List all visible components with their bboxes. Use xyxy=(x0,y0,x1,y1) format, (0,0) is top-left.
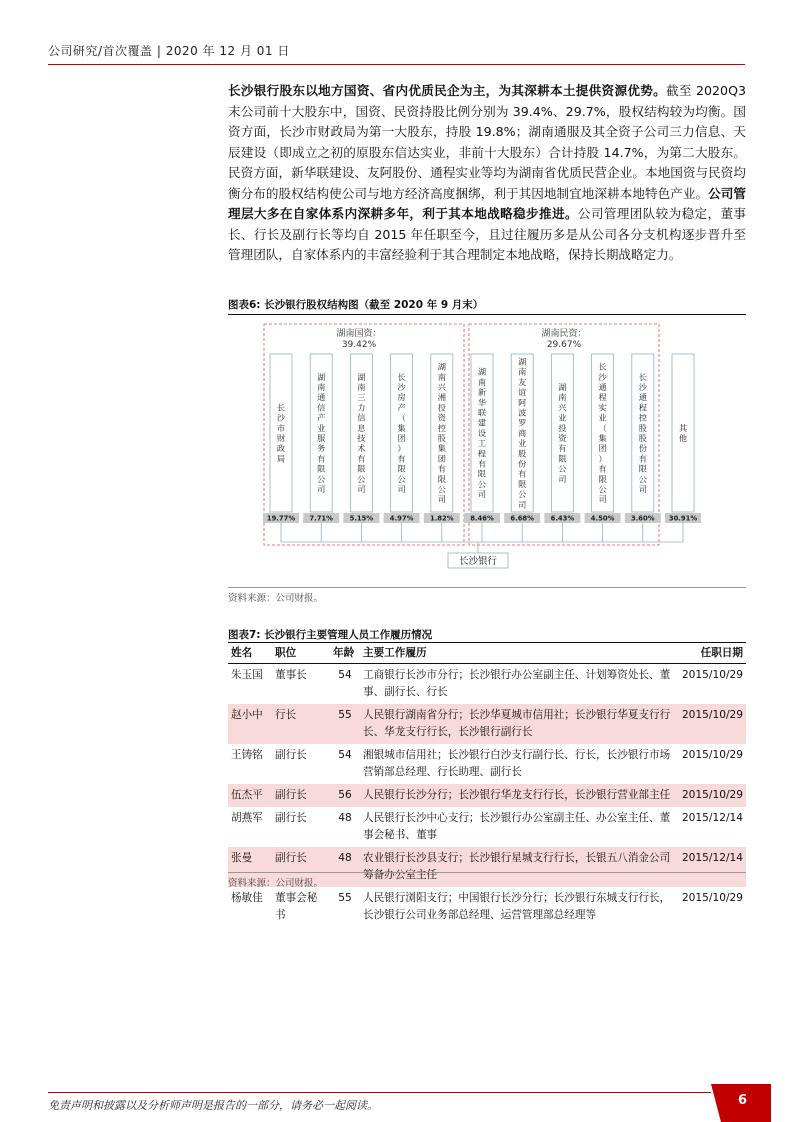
cell-age: 55 xyxy=(338,892,352,904)
shareholder-pct: 4.50% xyxy=(590,514,615,523)
table-row xyxy=(228,887,746,927)
intro-bold-1: 长沙银行股东以地方国资、省内优质民企为主，为其深耕本土提供资源优势。 xyxy=(228,83,666,98)
cell-name: 伍杰平 xyxy=(228,784,272,807)
shareholder-pct: 5.15% xyxy=(349,514,374,523)
shareholder-2 xyxy=(303,354,339,523)
cell-name: 朱玉国 xyxy=(231,669,263,681)
cell-age: 48 xyxy=(330,847,360,887)
cell-position: 行长 xyxy=(272,704,330,744)
cell-position: 副行长 xyxy=(272,784,330,807)
shareholder-name: 湖南通信产业服务有限公司 xyxy=(317,371,326,494)
shareholder-pct: 1.82% xyxy=(430,514,454,523)
cell-age: 54 xyxy=(338,749,352,761)
state-group-value: 39.42% xyxy=(341,340,377,350)
figure7-source-rule xyxy=(228,872,746,873)
cell-history: 人民银行湖南省分行；长沙华夏城市信用社；长沙银行华夏支行行长、华龙支行行长，长沙银行副行长 xyxy=(360,704,678,744)
table-header-row xyxy=(228,642,746,664)
shareholder-pct: 3.60% xyxy=(631,514,655,523)
cell-name: 杨敏佳 xyxy=(231,892,263,904)
shareholder-name: 长沙通程实业（集团）有限公司 xyxy=(598,361,607,505)
shareholder-3 xyxy=(343,354,379,523)
shareholder-1 xyxy=(263,354,299,523)
cell-date: 2015/10/29 xyxy=(681,749,743,761)
table-row xyxy=(228,704,746,744)
shareholder-name: 湖南三力信息技术有限公司 xyxy=(357,371,366,494)
intro-text-2: 公司管理团队较为稳定，董事长、行长及副行长等均自 2015 年任职至今，且过往履历多是从公司各分支机构逐步晋升至管理团队，自家体系内的丰富经验利于其合理制定本地战略，保持长期战略定力。 xyxy=(228,206,747,262)
cell-history: 农业银行长沙县支行；长沙银行星城支行行长，长银五八消金公司筹备办公室主任 xyxy=(360,847,678,887)
table-row xyxy=(228,664,746,705)
header-date: 任职日期 xyxy=(678,642,746,664)
cell-date: 2015/10/29 xyxy=(678,704,746,744)
shareholder-name: 湖南新华联建设工程有限公司 xyxy=(477,366,487,500)
footer-disclaimer: 免责声明和披露以及分析师声明是报告的一部分，请务必一起阅读。 xyxy=(48,1099,378,1112)
cell-position: 副行长 xyxy=(275,812,307,824)
cell-date: 2015/12/14 xyxy=(681,812,743,824)
figure6-rule xyxy=(228,314,746,315)
figure7-source: 资料来源：公司财报。 xyxy=(228,878,324,889)
private-group-label: 湖南民资： xyxy=(541,329,587,339)
page-number: 6 xyxy=(738,1093,748,1108)
header-name: 姓名 xyxy=(228,642,272,664)
cell-history: 湘银城市信用社；长沙银行白沙支行副行长、行长，长沙银行市场营销部总经理、行长助理、副行长 xyxy=(363,749,671,778)
shareholder-7 xyxy=(504,354,540,523)
shareholder-10 xyxy=(625,354,661,523)
cell-position: 董事长 xyxy=(275,669,307,681)
cell-position: 董事会秘书 xyxy=(275,892,318,921)
intro-bold-2: 公司管理层大多在自家体系内深耕多年，利于其本地战略稳步推进。 xyxy=(228,185,747,221)
cell-age: 54 xyxy=(338,669,352,681)
cell-date: 2015/12/14 xyxy=(678,847,746,887)
intro-text-1: 截至 2020Q3 末公司前十大股东中，国资、民资持股比例分别为 39.4%、29.7%，股权结构较为均衡。国资方面，长沙市财政局为第一大股东，持股 19.8%；湖南通服及其全资子公司三力信息、天辰建设（即成立之初的原股东信达实业，非前十大股东）合计持股 14.7%，为第二大股东。民资方面，新华联建设、友阿股份、通程实业等均为湖南省优质民营企业。本地国资与民资均衡分布的股权结构使公司与地方经济高度捆绑，利于其因地制宜地深耕本地特色产业。 xyxy=(228,83,746,201)
cell-age: 55 xyxy=(330,704,360,744)
cell-position: 副行长 xyxy=(272,847,330,887)
cell-name: 王铸铭 xyxy=(231,749,263,761)
cell-date: 2015/10/29 xyxy=(681,892,743,904)
cell-name: 胡燕军 xyxy=(231,812,263,824)
header-divider xyxy=(48,64,745,65)
figure6-title: 图表6: 长沙银行股权结构图（截至 2020 年 9 月末） xyxy=(228,299,484,311)
table-row xyxy=(228,744,746,784)
cell-name: 张曼 xyxy=(228,847,272,887)
header-age: 年龄 xyxy=(330,642,360,664)
shareholder-name: 长沙市财政局 xyxy=(276,402,286,464)
shareholder-pct: 6.43% xyxy=(550,514,575,523)
shareholder-pct: 19.77% xyxy=(266,514,296,523)
shareholder-name: 长沙房产（集团）有限公司 xyxy=(397,371,406,494)
private-group-value: 29.67% xyxy=(546,340,582,350)
cell-date: 2015/10/29 xyxy=(678,784,746,807)
footer-divider xyxy=(48,1092,711,1093)
shareholder-pct: 30.91% xyxy=(668,514,698,523)
figure6-source-rule xyxy=(228,587,746,588)
cell-age: 48 xyxy=(338,812,352,824)
shareholder-4 xyxy=(384,354,420,523)
table-row xyxy=(228,784,746,807)
cell-date: 2015/10/29 xyxy=(681,669,743,681)
shareholder-name: 其他 xyxy=(678,422,688,443)
shareholder-pct: 7.71% xyxy=(309,514,333,523)
header-position: 职位 xyxy=(272,642,330,664)
table-row xyxy=(228,807,746,847)
target-label: 长沙银行 xyxy=(458,556,498,567)
cell-history: 人民银行长沙中心支行；长沙银行办公室副主任、办公室主任、董事会秘书、董事 xyxy=(363,812,671,841)
shareholder-diagram xyxy=(228,318,746,584)
shareholder-pct: 8.46% xyxy=(470,514,494,523)
shareholder-name: 湖南兴业投资有限公司 xyxy=(558,382,567,484)
shareholder-pct: 6.68% xyxy=(510,514,534,523)
cell-history: 人民银行浏阳支行；中国银行长沙分行；长沙银行东城支行行长，长沙银行公司业务部总经理、运营管理部总经理等 xyxy=(363,892,671,921)
shareholder-name: 湖南兴湘投资控股集团有限公司 xyxy=(437,361,446,505)
shareholder-pct: 4.97% xyxy=(389,514,414,523)
shareholder-name: 长沙通程控股股份有限公司 xyxy=(638,371,647,494)
report-header: 公司研究/首次覆盖 | 2020 年 12 月 01 日 xyxy=(48,44,290,58)
figure6-source: 资料来源：公司财报。 xyxy=(228,593,324,604)
cell-history: 人民银行长沙分行；长沙银行华龙支行行长，长沙银行营业部主任 xyxy=(360,784,678,807)
cell-position: 副行长 xyxy=(275,749,307,761)
header-history: 主要工作履历 xyxy=(360,642,678,664)
cell-name: 赵小中 xyxy=(228,704,272,744)
shareholder-name: 湖南友谊阿波罗商业股份有限公司 xyxy=(518,356,527,510)
shareholder-11 xyxy=(665,354,701,523)
intro-paragraph xyxy=(228,81,746,266)
state-group-label: 湖南国资： xyxy=(336,329,382,339)
shareholder-9 xyxy=(585,354,621,523)
shareholder-8 xyxy=(544,354,580,523)
cell-history: 工商银行长沙市分行；长沙银行办公室副主任、计划筹资处长、董事、副行长、行长 xyxy=(363,669,671,698)
shareholder-5 xyxy=(424,354,460,523)
cell-age: 56 xyxy=(330,784,360,807)
figure7-title: 图表7: 长沙银行主要管理人员工作履历情况 xyxy=(228,629,433,641)
